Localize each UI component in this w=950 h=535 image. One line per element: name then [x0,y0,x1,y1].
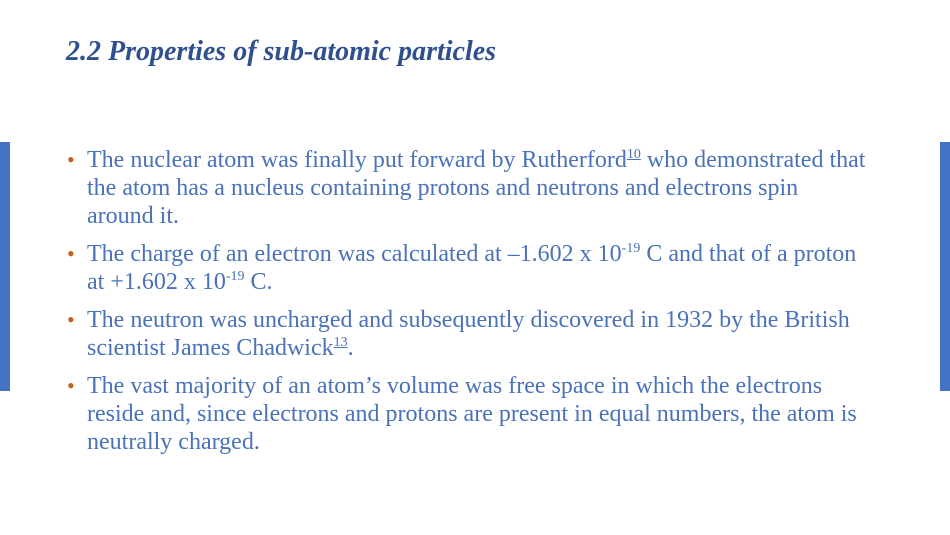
left-accent-bar [0,142,10,391]
bullet-text: The vast majority of an atom’s volume was free space in which the electrons reside and, since electrons and protons are present in equal numbers, the atom is neutrally charged. [87,373,857,455]
bullet-item-neutron [66,306,866,362]
footnote-reference-link[interactable]: 10 [626,147,641,162]
bullet-text: C and that of a proton at +1.602 x 10 [87,241,857,295]
bullet-item-rutherford [66,146,866,230]
exponent: -19 [621,241,641,256]
bullet-text: The neutron was uncharged and subsequently discovered in 1932 by the British scientist James Chadwick [87,307,850,361]
bullet-marker: • [67,147,75,172]
footnote-reference-link[interactable]: 13 [333,335,348,350]
bullet-list [66,146,866,466]
bullet-text: The charge of an electron was calculated at –1.602 x 10 [87,241,622,267]
exponent: -19 [225,269,245,284]
bullet-text: who demonstrated that the atom has a nucleus containing protons and neutrons and electrons spin around it. [87,147,866,229]
bullet-marker: • [67,307,75,332]
bullet-item-charge [66,240,866,296]
slide-title: 2.2 Properties of sub-atomic particles [66,36,497,67]
bullet-marker: • [67,373,75,398]
bullet-item-volume [66,372,866,456]
bullet-text: C. [244,269,273,295]
right-accent-bar [940,142,950,391]
bullet-text: The nuclear atom was finally put forward by Rutherford [87,147,627,173]
bullet-marker: • [67,241,75,266]
bullet-text: . [347,335,354,361]
